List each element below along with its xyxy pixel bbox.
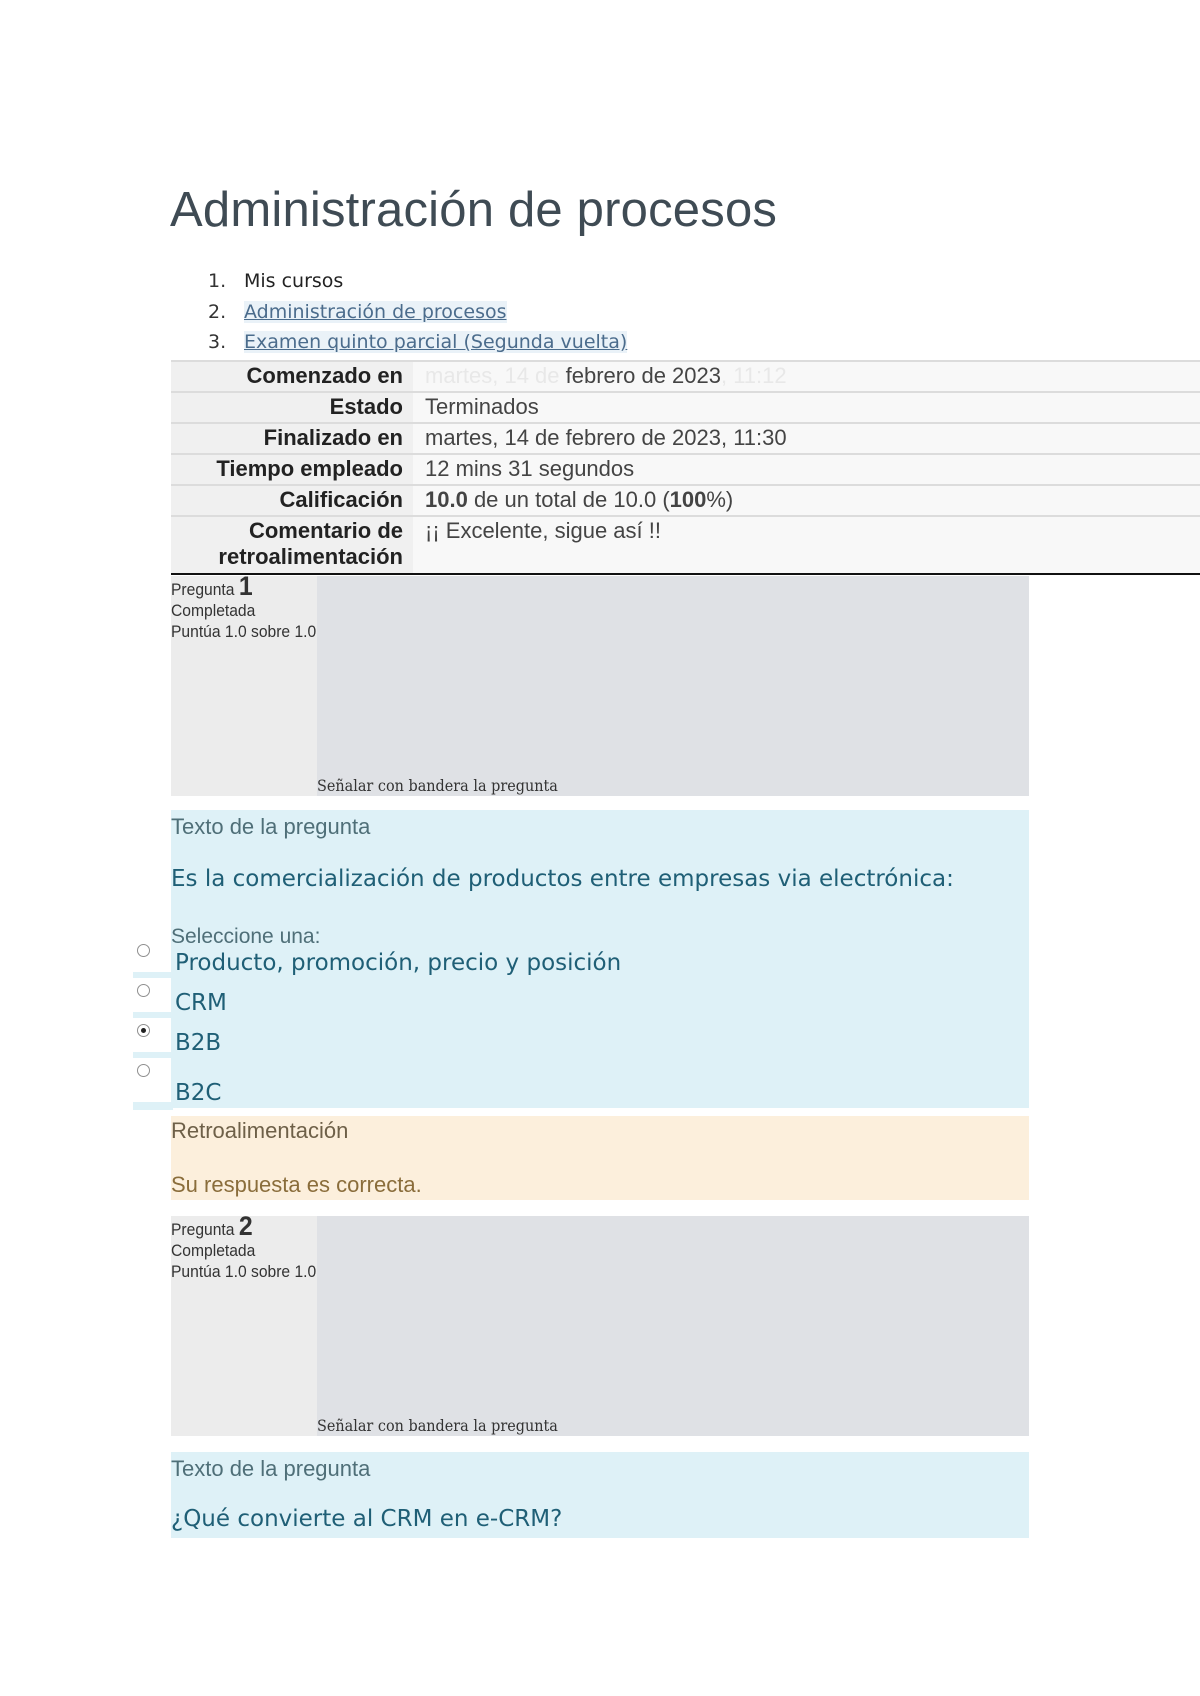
question-2-text-panel — [171, 1452, 1029, 1538]
radio-button[interactable] — [137, 1064, 150, 1077]
breadcrumb-number: 1. — [208, 270, 227, 292]
question-info-text — [171, 1211, 317, 1282]
breadcrumb-item[interactable] — [188, 266, 627, 297]
breadcrumb-item[interactable] — [188, 327, 627, 358]
question-score: Puntúa 1.0 sobre 1.0 — [171, 1262, 317, 1281]
flag-question-link[interactable]: Señalar con bandera la pregunta — [317, 776, 558, 795]
summary-value — [413, 361, 1200, 392]
summary-row-comment — [171, 516, 1200, 574]
question-number: 1 — [238, 571, 253, 601]
question-stem: Es la comercialización de productos entre empresas via electrónica: — [171, 866, 954, 892]
flag-question-link[interactable]: Señalar con bandera la pregunta — [317, 1416, 558, 1435]
breadcrumb-item[interactable] — [188, 297, 627, 328]
summary-value — [413, 485, 1200, 516]
summary-label: Estado — [171, 392, 413, 423]
breadcrumb — [188, 266, 627, 358]
option-bar — [133, 1012, 173, 1018]
question-label: Pregunta — [171, 1220, 235, 1239]
breadcrumb-course-link[interactable]: Administración de procesos — [244, 300, 507, 323]
summary-label: Comenzado en — [171, 361, 413, 392]
summary-value: 12 mins 31 segundos — [413, 454, 1200, 485]
summary-label — [171, 516, 413, 574]
question-score: Puntúa 1.0 sobre 1.0 — [171, 622, 317, 641]
select-one-prompt: Seleccione una: — [171, 925, 321, 948]
grade-mid: de un total de 10.0 ( — [467, 487, 670, 512]
question-2-info — [171, 1211, 1029, 1436]
feedback-panel — [171, 1116, 1029, 1200]
attempt-summary-table — [171, 360, 1200, 575]
started-faint-prefix: martes, 14 de — [425, 363, 560, 388]
option-bar — [133, 972, 173, 978]
breadcrumb-exam-link[interactable]: Examen quinto parcial (Segunda vuelta) — [244, 331, 628, 353]
option-bar — [133, 1052, 173, 1058]
grade-end: %) — [706, 487, 734, 512]
summary-row-time — [171, 454, 1200, 485]
summary-label: Tiempo empleado — [171, 454, 413, 485]
page-title: Administración de procesos — [170, 183, 778, 237]
summary-value: martes, 14 de febrero de 2023, 11:30 — [413, 423, 1200, 454]
option-label[interactable]: CRM — [175, 990, 227, 1016]
comment-label-line1: Comentario de — [248, 518, 403, 543]
option-label[interactable]: Producto, promoción, precio y posición — [175, 950, 622, 976]
breadcrumb-number: 3. — [208, 331, 227, 353]
question-info-text — [171, 571, 317, 642]
radio-button-selected[interactable] — [137, 1024, 150, 1037]
summary-label: Finalizado en — [171, 423, 413, 454]
answer-option[interactable] — [133, 980, 1029, 1018]
breadcrumb-number: 2. — [208, 300, 227, 323]
started-faint-suffix: , 11:12 — [720, 363, 787, 388]
breadcrumb-my-courses[interactable]: Mis cursos — [244, 270, 344, 292]
feedback-text: Su respuesta es correcta. — [171, 1172, 422, 1197]
question-number: 2 — [238, 1211, 253, 1241]
grade-percent: 100 — [669, 487, 707, 512]
option-bar — [133, 1102, 173, 1110]
summary-row-started — [171, 361, 1200, 392]
question-status: Completada — [171, 1241, 256, 1260]
question-1-info — [171, 571, 1029, 796]
started-value: febrero de 2023 — [565, 363, 721, 388]
summary-row-grade — [171, 485, 1200, 516]
question-text-label: Texto de la pregunta — [171, 1456, 371, 1481]
question-text-label: Texto de la pregunta — [171, 814, 371, 839]
answer-option[interactable] — [133, 1060, 1029, 1110]
question-label: Pregunta — [171, 580, 235, 599]
summary-value: ¡¡ Excelente, sigue así !! — [413, 516, 1200, 574]
radio-button[interactable] — [137, 984, 150, 997]
comment-label-line2: retroalimentación — [218, 544, 403, 569]
answer-option[interactable] — [133, 1020, 1029, 1058]
question-stem: ¿Qué convierte al CRM en e-CRM? — [171, 1506, 563, 1532]
radio-button[interactable] — [137, 944, 150, 957]
option-label[interactable]: B2C — [175, 1080, 222, 1106]
summary-row-state — [171, 392, 1200, 423]
summary-value: Terminados — [413, 392, 1200, 423]
summary-label: Calificación — [171, 485, 413, 516]
summary-row-finished — [171, 423, 1200, 454]
grade-score: 10.0 — [425, 487, 468, 512]
question-status: Completada — [171, 601, 256, 620]
feedback-label: Retroalimentación — [171, 1118, 349, 1143]
option-label[interactable]: B2B — [175, 1030, 222, 1056]
answer-option[interactable] — [133, 940, 1029, 978]
